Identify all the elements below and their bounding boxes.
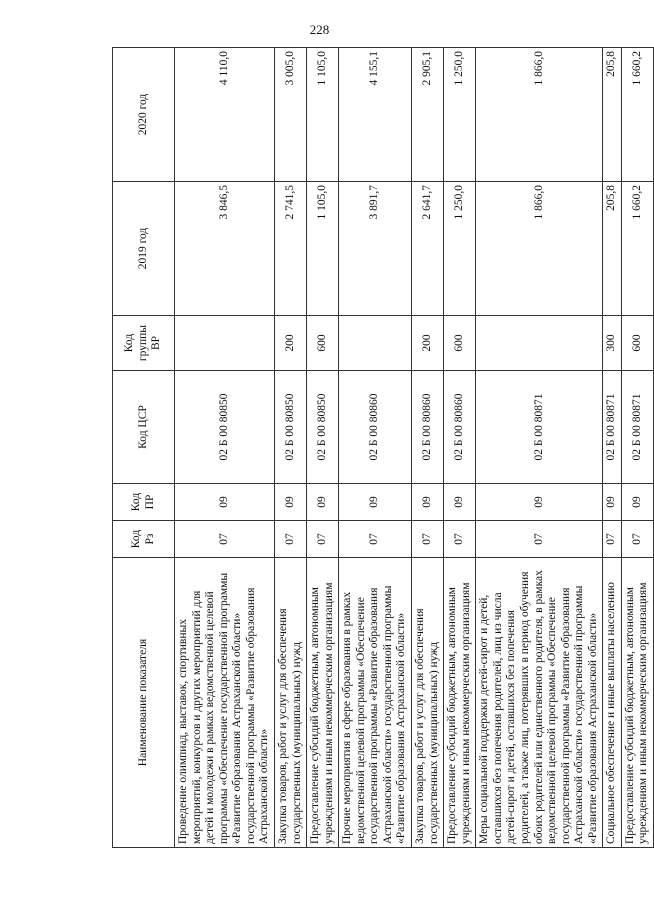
row-pr: 09: [603, 484, 622, 521]
row-csr: 02 Б 00 80860: [339, 371, 412, 484]
table-row: [621, 48, 653, 848]
row-name: Предоставление субсидий бюджетным, автономным учреждениям и иным некоммерческим организациям: [307, 558, 339, 848]
header-2019: 2019 год: [113, 182, 175, 316]
row-vr: 200: [274, 316, 306, 371]
row-2020: 3 005,0: [274, 48, 306, 182]
row-name: Проведение олимпиад, выставок, спортивных мероприятий, конкурсов и других мероприятий для детей и молодежи в рамках ведомственной целевой программы «Обеспечение государственной программы «Развитие образования Астраханской области» государственной программы «Развитие образования Астраханской области»: [175, 558, 275, 848]
row-pr: 09: [307, 484, 339, 521]
header-name: Наименование показателя: [113, 558, 175, 848]
row-rz: 07: [476, 521, 603, 558]
row-pr: 09: [274, 484, 306, 521]
row-csr: 02 Б 00 80871: [621, 371, 653, 484]
row-rz: 07: [621, 521, 653, 558]
row-pr: 09: [339, 484, 412, 521]
budget-table: [112, 47, 654, 848]
row-2019: 1 866,0: [476, 182, 603, 316]
row-name: Меры социальной поддержки детей-сирот и детей, оставшихся без попечения родителей, лиц из числа детей-сирот и детей, оставшихся без попечения родителей, а также лиц, потерявших в период обучения обоих родителей или единственного родителя, в рамках ведомственной целевой программы «Обеспечение государственной программы «Развитие образования Астраханской области» государственной программы «Развитие образования Астраханской области»: [476, 558, 603, 848]
row-2020: 1 105,0: [307, 48, 339, 182]
table-row: [603, 48, 622, 848]
row-2019: 3 891,7: [339, 182, 412, 316]
row-rz: 07: [175, 521, 275, 558]
row-rz: 07: [603, 521, 622, 558]
row-vr: [339, 316, 412, 371]
row-name: Предоставление субсидий бюджетным, автономным учреждениям и иным некоммерческим организациям: [444, 558, 476, 848]
row-pr: 09: [412, 484, 444, 521]
row-2020: 1 660,2: [621, 48, 653, 182]
row-pr: 09: [175, 484, 275, 521]
row-2019: 1 660,2: [621, 182, 653, 316]
row-vr: 600: [307, 316, 339, 371]
row-vr: 600: [444, 316, 476, 371]
row-vr: 200: [412, 316, 444, 371]
row-vr: [175, 316, 275, 371]
row-name: Прочие мероприятия в сфере образования в рамках ведомственной целевой программы «Обеспечение государственной программы «Развитие образования Астраханской области» государственной программы «Развитие образования Астраханской области»: [339, 558, 412, 848]
table-row: [412, 48, 444, 848]
row-csr: 02 Б 00 80871: [603, 371, 622, 484]
row-csr: 02 Б 00 80850: [274, 371, 306, 484]
row-name: Закупка товаров, работ и услуг для обеспечения государственных (муниципальных) нужд: [412, 558, 444, 848]
row-2019: 2 741,5: [274, 182, 306, 316]
row-2019: 205,8: [603, 182, 622, 316]
table-header-row: [113, 48, 175, 848]
row-2020: 4 110,0: [175, 48, 275, 182]
row-rz: 07: [274, 521, 306, 558]
row-2019: 1 105,0: [307, 182, 339, 316]
header-rz: Код Рз: [113, 521, 175, 558]
row-csr: 02 Б 00 80850: [175, 371, 275, 484]
budget-table-container: [112, 48, 650, 848]
table-row: [339, 48, 412, 848]
row-name: Закупка товаров, работ и услуг для обеспечения государственных (муниципальных) нужд: [274, 558, 306, 848]
row-name: Предоставление субсидий бюджетным, автономным учреждениям и иным некоммерческим организациям: [621, 558, 653, 848]
row-csr: 02 Б 00 80850: [307, 371, 339, 484]
row-csr: 02 Б 00 80871: [476, 371, 603, 484]
row-rz: 07: [412, 521, 444, 558]
row-2019: 2 641,7: [412, 182, 444, 316]
row-vr: [476, 316, 603, 371]
row-2019: 1 250,0: [444, 182, 476, 316]
table-row: [476, 48, 603, 848]
row-2020: 205,8: [603, 48, 622, 182]
row-rz: 07: [307, 521, 339, 558]
row-csr: 02 Б 00 80860: [412, 371, 444, 484]
row-vr: 300: [603, 316, 622, 371]
page-number: 228: [309, 22, 330, 37]
row-pr: 09: [444, 484, 476, 521]
table-row: [175, 48, 275, 848]
row-2019: 3 846,5: [175, 182, 275, 316]
table-row: [307, 48, 339, 848]
header-2020: 2020 год: [113, 48, 175, 182]
row-2020: 1 250,0: [444, 48, 476, 182]
row-rz: 07: [339, 521, 412, 558]
row-pr: 09: [476, 484, 603, 521]
row-2020: 2 905,1: [412, 48, 444, 182]
header-csr: Код ЦСР: [113, 371, 175, 484]
row-vr: 600: [621, 316, 653, 371]
row-pr: 09: [621, 484, 653, 521]
header-pr: Код ПР: [113, 484, 175, 521]
header-vr: Код группы ВР: [113, 316, 175, 371]
row-rz: 07: [444, 521, 476, 558]
row-csr: 02 Б 00 80860: [444, 371, 476, 484]
row-2020: 1 866,0: [476, 48, 603, 182]
row-name: Социальное обеспечение и иные выплаты населению: [603, 558, 622, 848]
table-row: [274, 48, 306, 848]
row-2020: 4 155,1: [339, 48, 412, 182]
table-row: [444, 48, 476, 848]
